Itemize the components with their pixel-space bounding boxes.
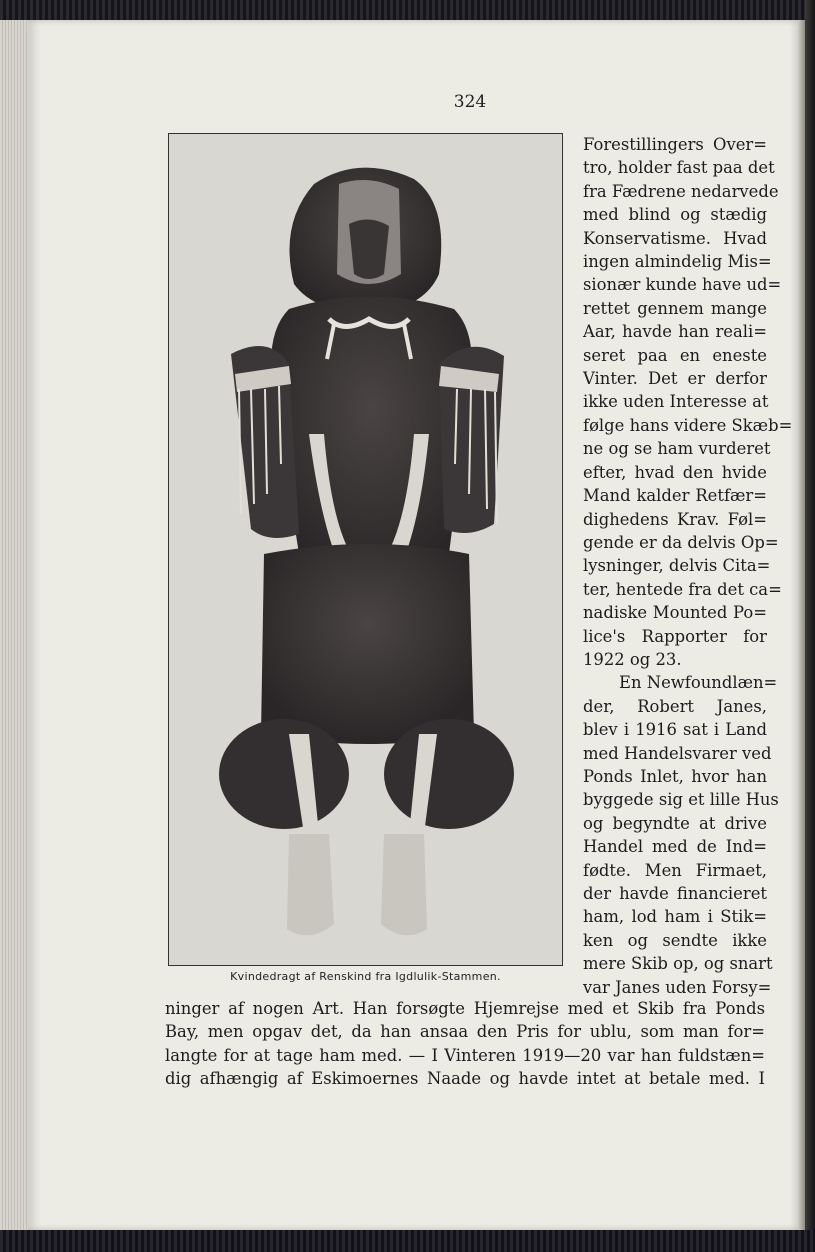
text-line: 1922 og 23. — [583, 649, 682, 669]
fur-garment-illustration — [169, 134, 562, 965]
text-line: og begyndte at drive — [583, 813, 767, 833]
text-line: En Newfoundlæn= — [619, 673, 778, 693]
text-line: sionær kunde have ud= — [583, 275, 782, 295]
text-line: Vinter. Det er derfor — [583, 369, 767, 389]
text-line: mere Skib op, og snart — [583, 954, 773, 974]
text-line: der, Robert Janes, — [583, 696, 767, 716]
text-line: fødte. Men Firmaet, — [583, 860, 767, 880]
text-line: følge hans videre Skæb= — [583, 415, 793, 435]
text-line: ne og se ham vurderet — [583, 439, 771, 459]
text-line: ham, lod ham i Stik= — [583, 907, 767, 927]
page-number: 324 — [453, 92, 487, 112]
text-line: ken og sendte ikke — [583, 930, 767, 950]
text-line: efter, hvad den hvide — [583, 462, 767, 482]
text-line: nadiske Mounted Po= — [583, 603, 767, 623]
text-line: med blind og stædig — [583, 205, 767, 225]
text-line: Forestillingers Over= — [583, 135, 767, 154]
text-line: seret paa en eneste — [583, 345, 767, 365]
page-stack-edge-right — [798, 20, 805, 1230]
book-cover-edge — [805, 0, 815, 1252]
scan-bottom-border — [0, 1230, 815, 1252]
text-line: lysninger, delvis Cita= — [583, 556, 771, 576]
text-line: tro, holder fast paa det — [583, 158, 775, 178]
page-stack-edge-left — [0, 20, 28, 1230]
text-line: rettet gennem mange — [583, 298, 767, 318]
text-line: ninger af nogen Art. Han forsøgte Hjemrejse med et Skib fra Ponds — [165, 999, 765, 1018]
text-line: gende er da delvis Op= — [583, 532, 779, 552]
figure-caption: Kvindedragt af Renskind fra Igdlulik-Stammen. — [230, 970, 501, 983]
text-line: ter, hentede fra det ca= — [583, 579, 782, 599]
text-line: byggede sig et lille Hus — [583, 790, 779, 810]
text-line: Handel med de Ind= — [583, 837, 767, 857]
text-line: var Janes uden Forsy= — [583, 977, 772, 997]
text-line: dighedens Krav. Føl= — [583, 509, 767, 529]
text-line: ingen almindelig Mis= — [583, 252, 772, 272]
text-line: med Handelsvarer ved — [583, 743, 772, 763]
text-line: Konservatisme. Hvad — [583, 228, 767, 248]
text-column-right — [583, 133, 793, 999]
text-full-width — [165, 997, 765, 1091]
text-line: dig afhængig af Eskimoernes Naade og havde intet at betale med. I — [165, 1069, 765, 1089]
text-line: Aar, havde han reali= — [583, 322, 767, 342]
text-line: Mand kalder Retfær= — [583, 486, 767, 506]
scan-top-border — [0, 0, 815, 20]
text-line: Ponds Inlet, hvor han — [583, 766, 767, 786]
figure-photo — [168, 133, 563, 966]
text-line: Bay, men opgav det, da han ansaa den Pris for ublu, som man for= — [165, 1022, 765, 1042]
text-line: blev i 1916 sat i Land — [583, 720, 767, 740]
text-line: ikke uden Interesse at — [583, 392, 769, 412]
text-line: der havde financieret — [583, 884, 767, 903]
text-line: fra Fædrene nedarvede — [583, 181, 779, 201]
text-line: lice's Rapporter for — [583, 626, 767, 646]
text-line: langte for at tage ham med. — I Vinteren 1919—20 var han fuldstæn= — [165, 1045, 765, 1065]
